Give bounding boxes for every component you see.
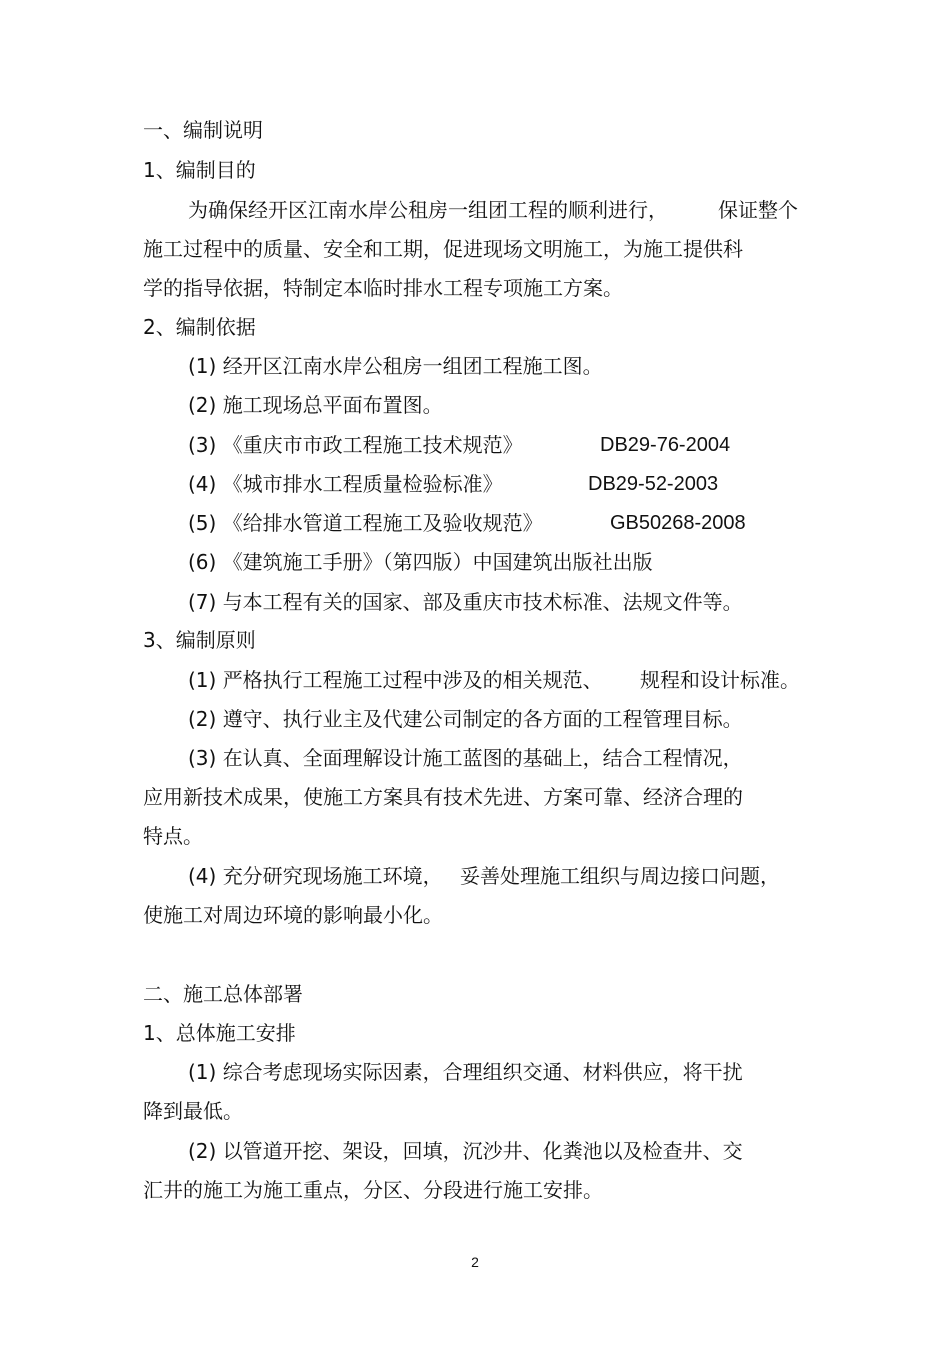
principle-item-4a: (4) 充分研究现场施工环境， (188, 864, 443, 888)
principle-item-2: (2) 遵守、执行业主及代建公司制定的各方面的工程管理目标。 (188, 707, 743, 731)
principle-item-4-line2: 使施工对周边环境的影响最小化。 (143, 903, 443, 927)
subsection-2-1-heading: 1、总体施工安排 (143, 1021, 296, 1045)
basis-item: (7) 与本工程有关的国家、部及重庆市技术标准、法规文件等。 (188, 590, 743, 614)
arrangement-item-1-line2: 降到最低。 (143, 1099, 243, 1123)
principle-item-4b: 妥善处理施工组织与周边接口问题， (460, 864, 780, 888)
arrangement-item-1-line1: (1) 综合考虑现场实际因素，合理组织交通、材料供应，将干扰 (188, 1060, 743, 1084)
arrangement-item-2-line2: 汇井的施工为施工重点，分区、分段进行施工安排。 (143, 1178, 603, 1202)
purpose-para-line1-tail: 保证整个 (718, 198, 798, 222)
purpose-para-line2: 施工过程中的质量、安全和工期，促进现场文明施工，为施工提供科 (143, 237, 743, 261)
principle-item-3-line3: 特点。 (143, 824, 203, 848)
basis-item: (6) 《建筑施工手册》（第四版）中国建筑出版社出版 (188, 550, 653, 574)
basis-item: (1) 经开区江南水岸公租房一组团工程施工图。 (188, 354, 603, 378)
basis-item: (3) 《重庆市市政工程施工技术规范》 (188, 433, 523, 457)
subsection-1-1-heading: 1、编制目的 (143, 158, 256, 182)
principle-item-3-line2: 应用新技术成果，使施工方案具有技术先进、方案可靠、经济合理的 (143, 785, 743, 809)
basis-item: (4) 《城市排水工程质量检验标准》 (188, 472, 503, 496)
subsection-1-3-heading: 3、编制原则 (143, 628, 256, 652)
standard-code: DB29-76-2004 (600, 434, 731, 456)
purpose-para-line3: 学的指导依据，特制定本临时排水工程专项施工方案。 (143, 276, 623, 300)
arrangement-item-2-line1: (2) 以管道开挖、架设，回填，沉沙井、化粪池以及检查井、交 (188, 1139, 743, 1163)
standard-code: DB29-52-2003 (588, 473, 719, 495)
subsection-1-2-heading: 2、编制依据 (143, 315, 256, 339)
principle-item-3-line1: (3) 在认真、全面理解设计施工蓝图的基础上，结合工程情况， (188, 746, 743, 770)
standard-code: GB50268-2008 (610, 512, 746, 534)
section-2-heading: 二、施工总体部署 (143, 982, 303, 1006)
principle-item-1b: 规程和设计标准。 (640, 668, 800, 692)
section-1-heading: 一、编制说明 (143, 118, 263, 142)
principle-item-1a: (1) 严格执行工程施工过程中涉及的相关规范、 (188, 668, 603, 692)
basis-item: (5) 《给排水管道工程施工及验收规范》 (188, 511, 543, 535)
basis-item: (2) 施工现场总平面布置图。 (188, 393, 443, 417)
page-number: 2 (471, 1254, 479, 1270)
purpose-para-line1: 为确保经开区江南水岸公租房一组团工程的顺利进行， (188, 198, 668, 222)
